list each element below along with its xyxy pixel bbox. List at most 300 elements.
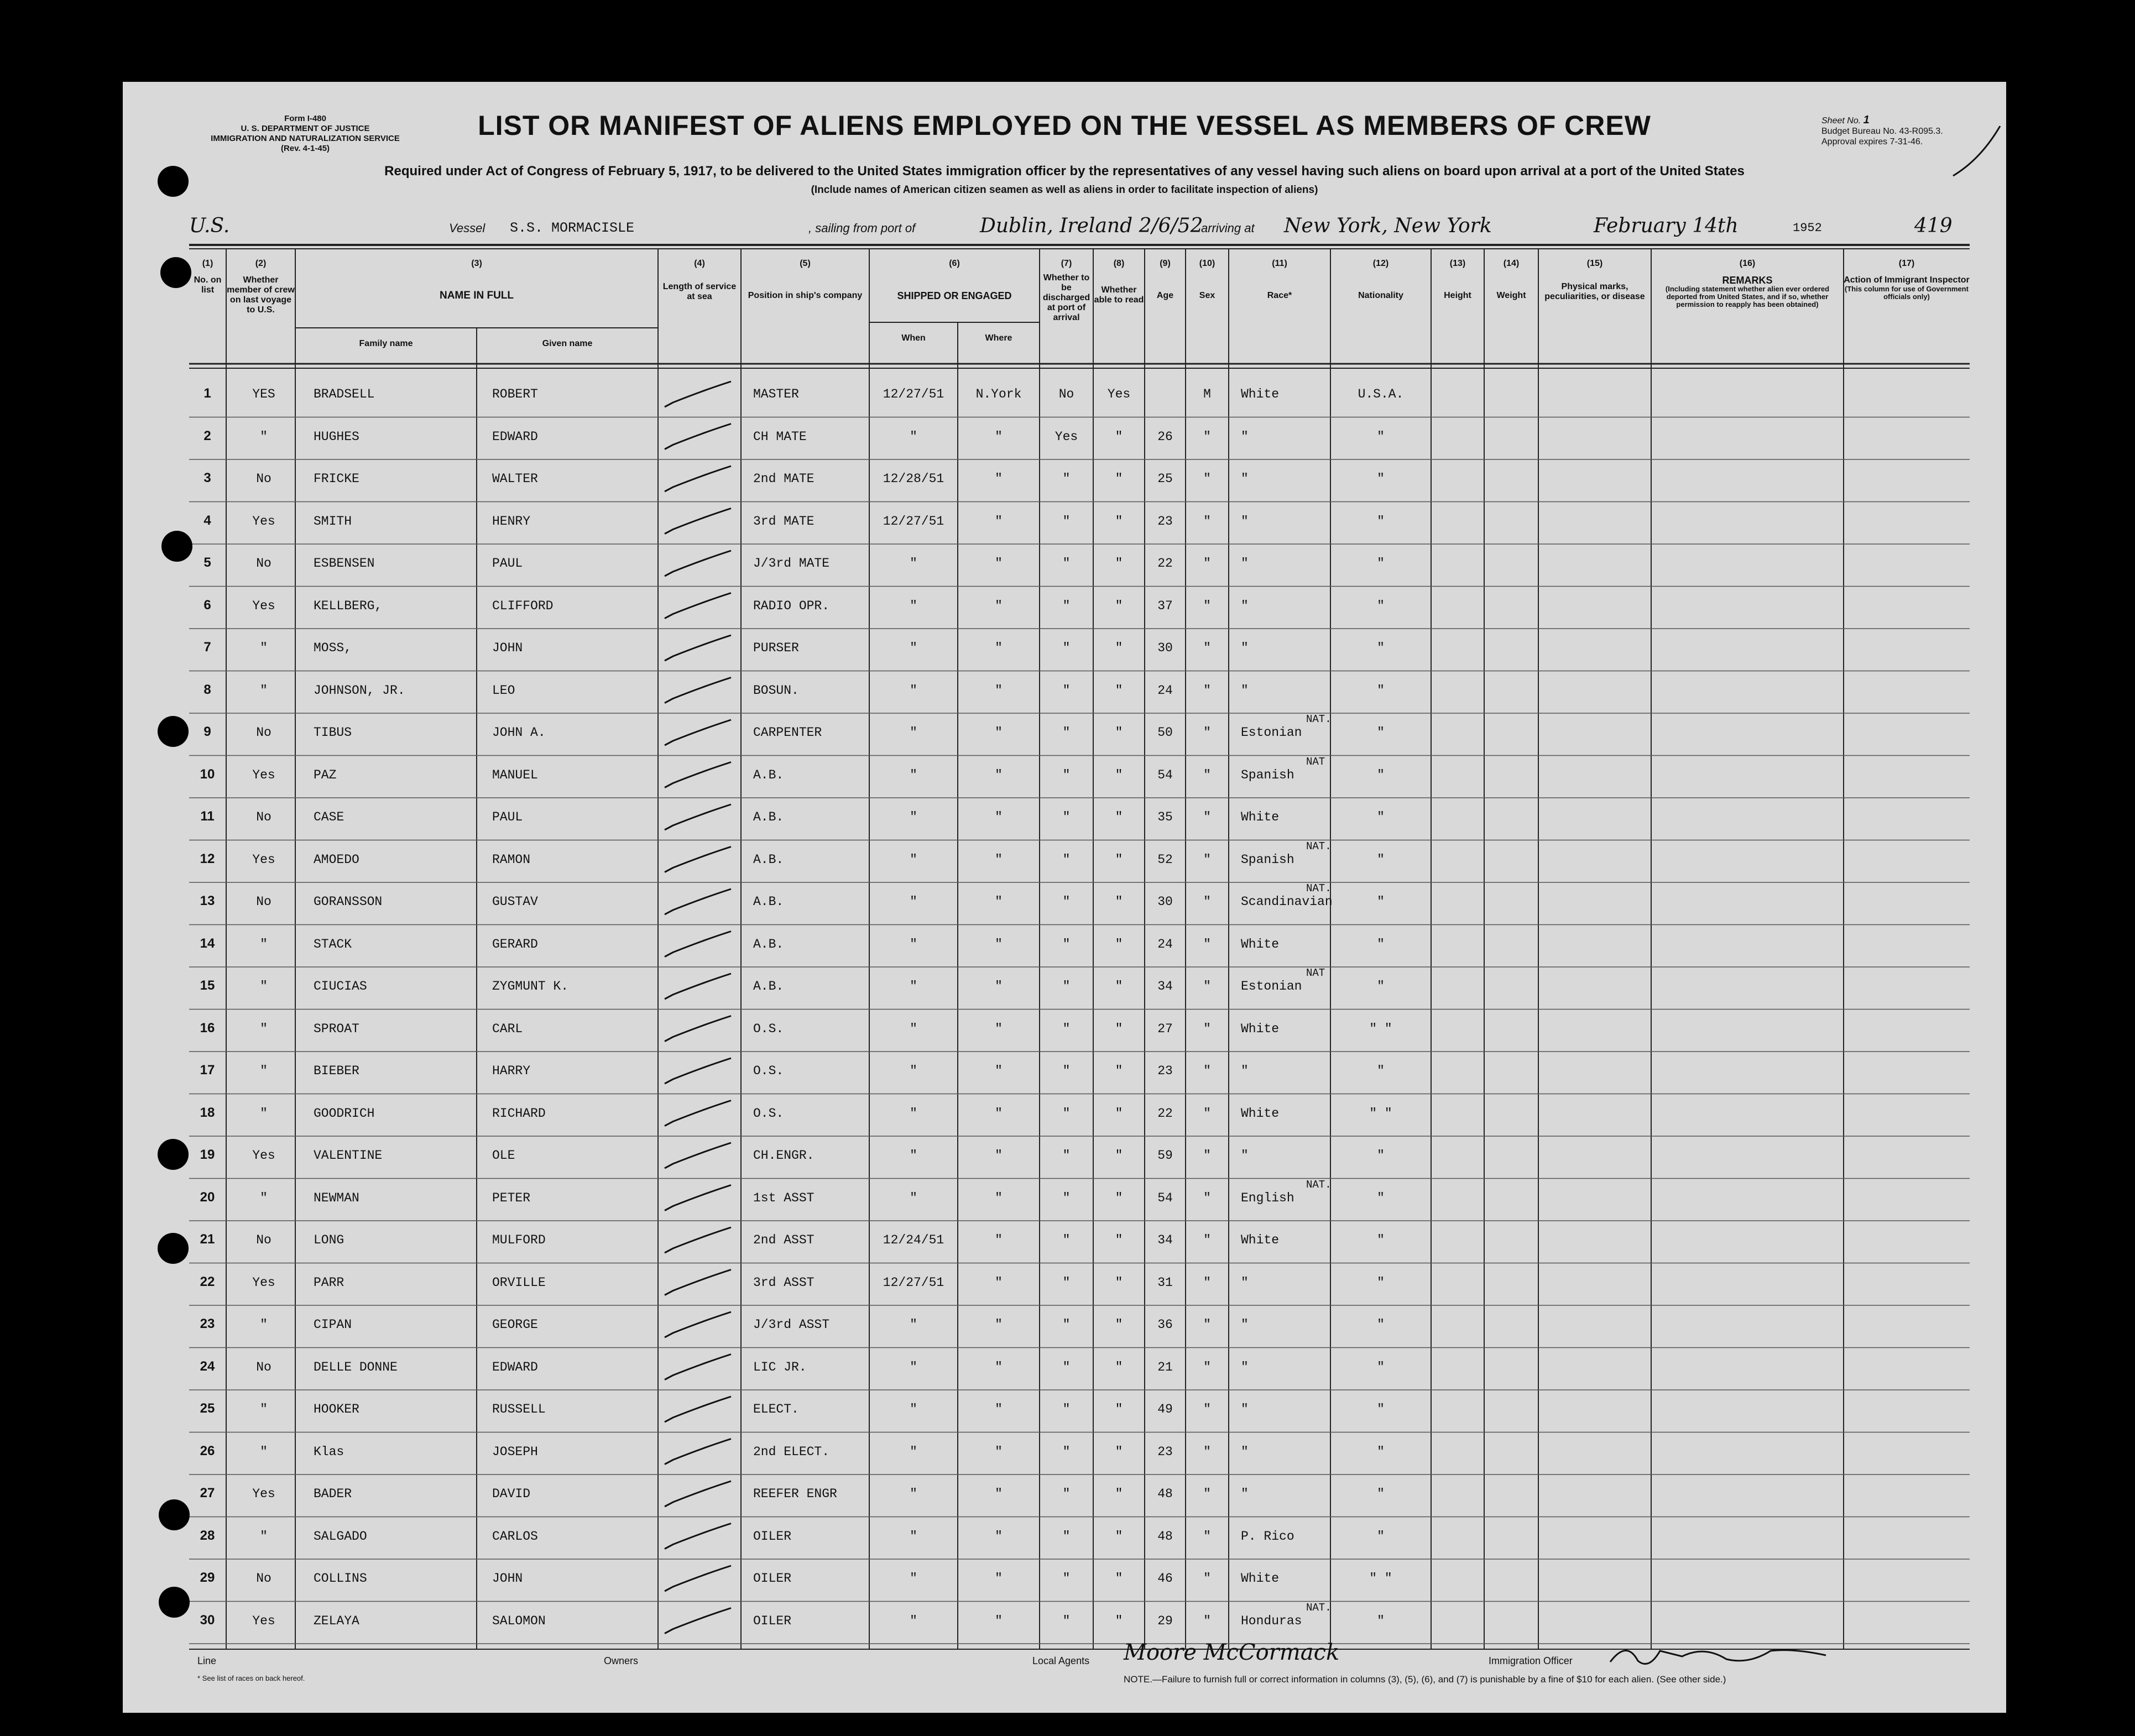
cell-race: White	[1241, 1233, 1280, 1247]
cell-sex: "	[1203, 725, 1211, 740]
cell-shipped-when: 12/27/51	[883, 387, 944, 401]
cell-prev-voyage: Yes	[252, 767, 275, 782]
row-number: 16	[200, 1020, 215, 1036]
cell-given-name: WALTER	[492, 472, 538, 486]
cell-able-to-read: "	[1115, 979, 1123, 994]
manifest-sheet	[123, 82, 2006, 1713]
form-title: LIST OR MANIFEST OF ALIENS EMPLOYED ON THE VESSEL AS MEMBERS OF CREW	[478, 110, 1651, 141]
col-6-where-header: Where	[985, 333, 1012, 343]
cell-shipped-where: "	[995, 937, 1003, 951]
col-3-given-header: Given name	[542, 339, 593, 348]
cell-given-name: RICHARD	[492, 1106, 546, 1121]
cell-race: "	[1241, 1487, 1249, 1501]
cell-able-to-read: "	[1115, 514, 1123, 529]
cell-discharged: "	[1062, 1359, 1071, 1374]
cell-age: 30	[1157, 895, 1173, 909]
cell-able-to-read: "	[1115, 1233, 1123, 1247]
cell-family-name: GOODRICH	[314, 1106, 375, 1121]
cell-discharged: "	[1062, 1529, 1071, 1544]
cell-discharged: "	[1062, 514, 1071, 529]
cell-sex: "	[1203, 429, 1211, 444]
cell-discharged: "	[1062, 1233, 1071, 1247]
service-check-mark	[665, 889, 731, 914]
cell-given-name: PETER	[492, 1190, 531, 1205]
cell-discharged: "	[1062, 683, 1071, 698]
cell-given-name: ORVILLE	[492, 1275, 546, 1290]
cell-shipped-where: "	[995, 641, 1003, 655]
cell-naturalized-note: NAT.	[1306, 840, 1332, 853]
service-check-mark	[665, 804, 731, 830]
punch-hole	[159, 1587, 190, 1618]
cell-family-name: FRICKE	[314, 472, 359, 486]
cell-able-to-read: "	[1115, 937, 1123, 951]
cell-position: ELECT.	[753, 1402, 799, 1416]
cell-family-name: HUGHES	[314, 429, 359, 444]
cell-nationality: "	[1377, 429, 1385, 444]
arrival-date-handwritten: February 14th	[1594, 215, 1739, 237]
row-number: 10	[200, 766, 215, 782]
cell-sex: "	[1203, 1402, 1211, 1416]
cell-position: O.S.	[753, 1106, 784, 1121]
cell-nationality: "	[1377, 1359, 1385, 1374]
cell-shipped-when: "	[910, 1064, 917, 1078]
cell-discharged: "	[1062, 1402, 1071, 1416]
service-check-mark	[665, 381, 731, 407]
cell-age: 48	[1157, 1529, 1173, 1544]
cell-discharged: "	[1062, 1487, 1071, 1501]
vessel-label: Vessel	[449, 221, 486, 235]
cell-position: J/3rd MATE	[753, 556, 830, 571]
cell-age: 49	[1157, 1402, 1173, 1416]
cell-able-to-read: "	[1115, 1106, 1123, 1121]
corner-handwritten-number: 419	[1914, 215, 1953, 237]
approval-expires: Approval expires 7-31-46.	[1821, 137, 1923, 147]
cell-shipped-when: "	[910, 810, 917, 824]
cell-prev-voyage: YES	[252, 387, 275, 401]
col-15-header: (15) Physical marks, peculiarities, or disease	[1544, 259, 1645, 301]
service-check-mark	[665, 1101, 731, 1126]
cell-family-name: NEWMAN	[314, 1190, 359, 1205]
sailing-label: , sailing from port of	[808, 221, 916, 235]
cell-age: 31	[1157, 1275, 1173, 1290]
cell-shipped-when: "	[910, 598, 917, 613]
service-check-mark	[665, 1524, 731, 1549]
cell-sex: "	[1203, 937, 1211, 951]
cell-given-name: JOHN A.	[492, 725, 546, 740]
row-number: 21	[200, 1232, 215, 1247]
row-number: 13	[200, 893, 215, 908]
cell-able-to-read: "	[1115, 683, 1123, 698]
cell-sex: "	[1203, 767, 1211, 782]
cell-nationality: "	[1377, 979, 1385, 994]
cell-race: "	[1241, 429, 1249, 444]
cell-age: 23	[1157, 1064, 1173, 1078]
cell-age: 22	[1157, 1106, 1173, 1121]
cell-race: "	[1241, 556, 1249, 571]
cell-shipped-where: "	[995, 979, 1003, 994]
cell-discharged: Yes	[1055, 429, 1078, 444]
row-number: 27	[200, 1486, 215, 1500]
cell-discharged: "	[1062, 641, 1071, 655]
cell-family-name: ESBENSEN	[314, 556, 375, 571]
col-5-header: (5) Position in ship's company	[748, 259, 863, 300]
cell-prev-voyage: No	[256, 895, 272, 909]
cell-able-to-read: "	[1115, 1275, 1123, 1290]
cell-shipped-when: "	[910, 1021, 917, 1036]
cell-family-name: BRADSELL	[314, 387, 375, 401]
cell-age: 25	[1157, 472, 1173, 486]
cell-prev-voyage: "	[260, 937, 268, 951]
row-number: 9	[203, 724, 211, 739]
cell-shipped-when: "	[910, 556, 917, 571]
cell-family-name: PAZ	[314, 767, 337, 782]
cell-nationality: "	[1377, 1190, 1385, 1205]
cell-able-to-read: "	[1115, 895, 1123, 909]
cell-family-name: SPROAT	[314, 1021, 359, 1036]
row-number: 20	[200, 1189, 215, 1205]
cell-position: PURSER	[753, 641, 799, 655]
cell-able-to-read: "	[1115, 429, 1123, 444]
service-check-mark	[665, 635, 731, 661]
cell-age: 50	[1157, 725, 1173, 740]
col-9-header: (9) Age	[1156, 259, 1174, 300]
cell-family-name: CASE	[314, 810, 344, 824]
cell-given-name: DAVID	[492, 1487, 531, 1501]
col-6-when-header: When	[901, 333, 926, 343]
cell-race: White	[1241, 387, 1280, 401]
budget-bureau: Budget Bureau No. 43-R095.3.	[1821, 127, 1943, 136]
cell-position: J/3rd ASST	[753, 1317, 830, 1332]
cell-able-to-read: "	[1115, 810, 1123, 824]
cell-sex: "	[1203, 1064, 1211, 1078]
cell-able-to-read: "	[1115, 1064, 1123, 1078]
cell-nationality: "	[1377, 1444, 1385, 1459]
cell-sex: "	[1203, 683, 1211, 698]
cell-shipped-where: "	[995, 1613, 1003, 1628]
cell-shipped-where: "	[995, 1444, 1003, 1459]
cell-family-name: AMOEDO	[314, 852, 359, 867]
cell-nationality: "	[1377, 1613, 1385, 1628]
sheet-number: 1	[1863, 114, 1870, 126]
cell-shipped-when: "	[910, 1402, 917, 1416]
agents-signature: Moore McCormack	[1124, 1640, 1340, 1665]
cell-race: Estonian	[1241, 979, 1302, 994]
races-note: * See list of races on back hereof.	[197, 1674, 305, 1682]
cell-family-name: BADER	[314, 1487, 352, 1501]
cell-nationality: "	[1377, 683, 1385, 698]
row-number: 12	[200, 851, 215, 866]
cell-shipped-when: "	[910, 641, 917, 655]
cell-prev-voyage: Yes	[252, 1148, 275, 1163]
arriving-at-handwritten: New York, New York	[1284, 215, 1492, 237]
cell-nationality: "	[1377, 895, 1385, 909]
cell-discharged: "	[1062, 1275, 1071, 1290]
cell-nationality: "	[1377, 1487, 1385, 1501]
cell-prev-voyage: "	[260, 1444, 268, 1459]
row-number: 3	[203, 470, 211, 485]
cell-age: 54	[1157, 1190, 1173, 1205]
cell-shipped-where: "	[995, 1487, 1003, 1501]
cell-sex: "	[1203, 1190, 1211, 1205]
cell-given-name: CLIFFORD	[492, 598, 554, 613]
service-check-mark	[665, 678, 731, 703]
cell-able-to-read: "	[1115, 1613, 1123, 1628]
cell-given-name: JOSEPH	[492, 1444, 538, 1459]
cell-age: 26	[1157, 429, 1173, 444]
cell-nationality: "	[1377, 937, 1385, 951]
col-12-header: (12) Nationality	[1358, 259, 1403, 300]
cell-position: MASTER	[753, 387, 799, 401]
cell-position: CH.ENGR.	[753, 1148, 815, 1163]
cell-sex: "	[1203, 598, 1211, 613]
cell-given-name: LEO	[492, 683, 515, 698]
cell-shipped-when: "	[910, 937, 917, 951]
cell-discharged: No	[1058, 387, 1074, 401]
cell-age: 59	[1157, 1148, 1173, 1163]
cell-nationality: " "	[1369, 1021, 1392, 1036]
cell-age: 27	[1157, 1021, 1173, 1036]
cell-sex: "	[1203, 1106, 1211, 1121]
cell-given-name: PAUL	[492, 556, 523, 571]
cell-family-name: KELLBERG,	[314, 598, 383, 613]
cell-able-to-read: "	[1115, 767, 1123, 782]
cell-race: White	[1241, 1106, 1280, 1121]
cell-age: 30	[1157, 641, 1173, 655]
cell-nationality: "	[1377, 810, 1385, 824]
cell-sex: "	[1203, 556, 1211, 571]
cell-family-name: CIUCIAS	[314, 979, 367, 994]
cell-race: "	[1241, 683, 1249, 698]
cell-nationality: "	[1377, 598, 1385, 613]
cell-position: A.B.	[753, 767, 784, 782]
cell-given-name: RUSSELL	[492, 1402, 546, 1416]
cell-position: CARPENTER	[753, 725, 822, 740]
cell-able-to-read: "	[1115, 1359, 1123, 1374]
cell-age: 46	[1157, 1571, 1173, 1586]
cell-shipped-when: "	[910, 429, 917, 444]
cell-shipped-where: "	[995, 1571, 1003, 1586]
cell-nationality: "	[1377, 725, 1385, 740]
col-8-header: (8) Whether able to read	[1094, 259, 1144, 305]
cell-shipped-where: "	[995, 429, 1003, 444]
col-3-family-header: Family name	[359, 339, 413, 348]
cell-discharged: "	[1062, 1106, 1071, 1121]
row-number: 15	[200, 978, 215, 993]
cell-shipped-where: "	[995, 810, 1003, 824]
cell-nationality: "	[1377, 1064, 1385, 1078]
cell-shipped-where: "	[995, 556, 1003, 571]
service: IMMIGRATION AND NATURALIZATION SERVICE	[211, 134, 400, 143]
cell-discharged: "	[1062, 1148, 1071, 1163]
cell-prev-voyage: "	[260, 429, 268, 444]
cell-prev-voyage: "	[260, 1021, 268, 1036]
cell-race: White	[1241, 1571, 1280, 1586]
cell-able-to-read: "	[1115, 1148, 1123, 1163]
cell-race: Honduras	[1241, 1613, 1302, 1628]
cell-race: "	[1241, 641, 1249, 655]
cell-discharged: "	[1062, 725, 1071, 740]
arrival-year: 1952	[1793, 221, 1822, 235]
cell-prev-voyage: No	[256, 810, 272, 824]
cell-age: 24	[1157, 683, 1173, 698]
department: U. S. DEPARTMENT OF JUSTICE	[241, 124, 370, 133]
cell-family-name: ZELAYA	[314, 1613, 359, 1628]
row-number: 30	[200, 1612, 215, 1628]
cell-able-to-read: "	[1115, 641, 1123, 655]
cell-given-name: SALOMON	[492, 1613, 546, 1628]
cell-position: 3rd MATE	[753, 514, 815, 529]
cell-able-to-read: "	[1115, 1444, 1123, 1459]
cell-given-name: MANUEL	[492, 767, 538, 782]
row-number: 22	[200, 1274, 215, 1289]
cell-sex: "	[1203, 810, 1211, 824]
cell-shipped-where: "	[995, 472, 1003, 486]
cell-sex: "	[1203, 1359, 1211, 1374]
col-4-header: (4) Length of service at sea	[662, 259, 737, 301]
cell-age: 22	[1157, 556, 1173, 571]
cell-given-name: PAUL	[492, 810, 523, 824]
cell-prev-voyage: Yes	[252, 514, 275, 529]
cell-prev-voyage: Yes	[252, 1487, 275, 1501]
cell-able-to-read: Yes	[1107, 387, 1131, 401]
punch-hole	[158, 716, 189, 747]
cell-shipped-when: "	[910, 1444, 917, 1459]
cell-able-to-read: "	[1115, 556, 1123, 571]
cell-family-name: SMITH	[314, 514, 352, 529]
service-check-mark	[665, 1016, 731, 1042]
cell-sex: "	[1203, 641, 1211, 655]
cell-shipped-when: "	[910, 1613, 917, 1628]
cell-naturalized-note: NAT.	[1306, 882, 1332, 895]
cell-position: A.B.	[753, 979, 784, 994]
cell-prev-voyage: "	[260, 683, 268, 698]
col-3-header: (3) NAME IN FULL	[439, 259, 514, 301]
footer-agents-label: Local Agents	[1032, 1655, 1090, 1666]
cell-given-name: HENRY	[492, 514, 531, 529]
cell-discharged: "	[1062, 937, 1071, 951]
cell-given-name: MULFORD	[492, 1233, 546, 1247]
cell-discharged: "	[1062, 767, 1071, 782]
cell-family-name: DELLE DONNE	[314, 1359, 398, 1374]
cell-prev-voyage: "	[260, 641, 268, 655]
cell-race: Spanish	[1241, 852, 1294, 867]
row-number: 5	[203, 555, 211, 570]
service-check-mark	[665, 1143, 731, 1168]
sheet-label: Sheet No.	[1821, 116, 1861, 126]
cell-given-name: CARL	[492, 1021, 523, 1036]
cell-sex: "	[1203, 1148, 1211, 1163]
cell-shipped-when: "	[910, 767, 917, 782]
cell-shipped-when: "	[910, 979, 917, 994]
cell-shipped-when: "	[910, 683, 917, 698]
cell-shipped-when: 12/24/51	[883, 1233, 944, 1247]
cell-given-name: RAMON	[492, 852, 531, 867]
cell-discharged: "	[1062, 1613, 1071, 1628]
col-14-header: (14) Weight	[1496, 259, 1526, 300]
fine-note: NOTE.—Failure to furnish full or correct information in columns (3), (5), (6), and (7) is punishable by a fine of $10 for each alien. (See other side.)	[1124, 1674, 1726, 1685]
cell-age: 23	[1157, 1444, 1173, 1459]
cell-position: REEFER ENGR	[753, 1487, 837, 1501]
row-number: 17	[200, 1063, 215, 1078]
footer-line-label: Line	[197, 1655, 217, 1666]
cell-shipped-where: "	[995, 1359, 1003, 1374]
cell-nationality: "	[1377, 767, 1385, 782]
row-number: 29	[200, 1570, 215, 1585]
cell-age: 52	[1157, 852, 1173, 867]
cell-race: P. Rico	[1241, 1529, 1294, 1544]
cell-given-name: EDWARD	[492, 1359, 538, 1374]
cell-nationality: "	[1377, 1529, 1385, 1544]
cell-given-name: CARLOS	[492, 1529, 538, 1544]
cell-sex: "	[1203, 1571, 1211, 1586]
vessel-name: S.S. MORMACISLE	[510, 220, 635, 236]
row-number: 18	[200, 1105, 215, 1120]
cell-shipped-where: "	[995, 1233, 1003, 1247]
service-check-mark	[665, 551, 731, 576]
cell-given-name: JOHN	[492, 641, 523, 655]
service-check-mark	[665, 720, 731, 745]
cell-prev-voyage: "	[260, 1064, 268, 1078]
service-check-mark	[665, 1270, 731, 1295]
cell-discharged: "	[1062, 1444, 1071, 1459]
cell-sex: "	[1203, 852, 1211, 867]
service-check-mark	[665, 1566, 731, 1591]
cell-sex: "	[1203, 1021, 1211, 1036]
cell-shipped-where: "	[995, 895, 1003, 909]
service-check-mark	[665, 1439, 731, 1465]
corner-pen-stroke	[1948, 115, 2003, 181]
service-check-mark	[665, 1185, 731, 1211]
cell-shipped-where: "	[995, 767, 1003, 782]
cell-shipped-where: "	[995, 1021, 1003, 1036]
cell-shipped-where: "	[995, 1275, 1003, 1290]
cell-nationality: "	[1377, 556, 1385, 571]
cell-shipped-when: 12/27/51	[883, 514, 944, 529]
cell-shipped-where: "	[995, 852, 1003, 867]
cell-position: CH MATE	[753, 429, 807, 444]
cell-nationality: "	[1377, 852, 1385, 867]
cell-family-name: TIBUS	[314, 725, 352, 740]
punch-hole	[161, 531, 192, 562]
cell-shipped-where: "	[995, 514, 1003, 529]
footer-officer-label: Immigration Officer	[1489, 1655, 1573, 1666]
cell-discharged: "	[1062, 979, 1071, 994]
cell-shipped-when: "	[910, 1359, 917, 1374]
cell-prev-voyage: Yes	[252, 598, 275, 613]
cell-given-name: ROBERT	[492, 387, 538, 401]
cell-naturalized-note: NAT.	[1306, 1178, 1332, 1191]
cell-position: BOSUN.	[753, 683, 799, 698]
cell-nationality: " "	[1369, 1106, 1392, 1121]
cell-family-name: VALENTINE	[314, 1148, 383, 1163]
cell-able-to-read: "	[1115, 1190, 1123, 1205]
cell-discharged: "	[1062, 472, 1071, 486]
cell-shipped-where: "	[995, 725, 1003, 740]
cell-age: 34	[1157, 1233, 1173, 1247]
cell-position: OILER	[753, 1571, 792, 1586]
cell-age: 23	[1157, 514, 1173, 529]
cell-prev-voyage: No	[256, 1233, 272, 1247]
service-check-mark	[665, 466, 731, 491]
cell-shipped-when: "	[910, 895, 917, 909]
cell-shipped-where: "	[995, 1190, 1003, 1205]
row-number: 1	[203, 386, 211, 401]
cell-position: A.B.	[753, 852, 784, 867]
punch-hole	[158, 1233, 189, 1264]
cell-nationality: "	[1377, 1275, 1385, 1290]
cell-nationality: "	[1377, 514, 1385, 529]
row-number: 2	[203, 428, 211, 443]
